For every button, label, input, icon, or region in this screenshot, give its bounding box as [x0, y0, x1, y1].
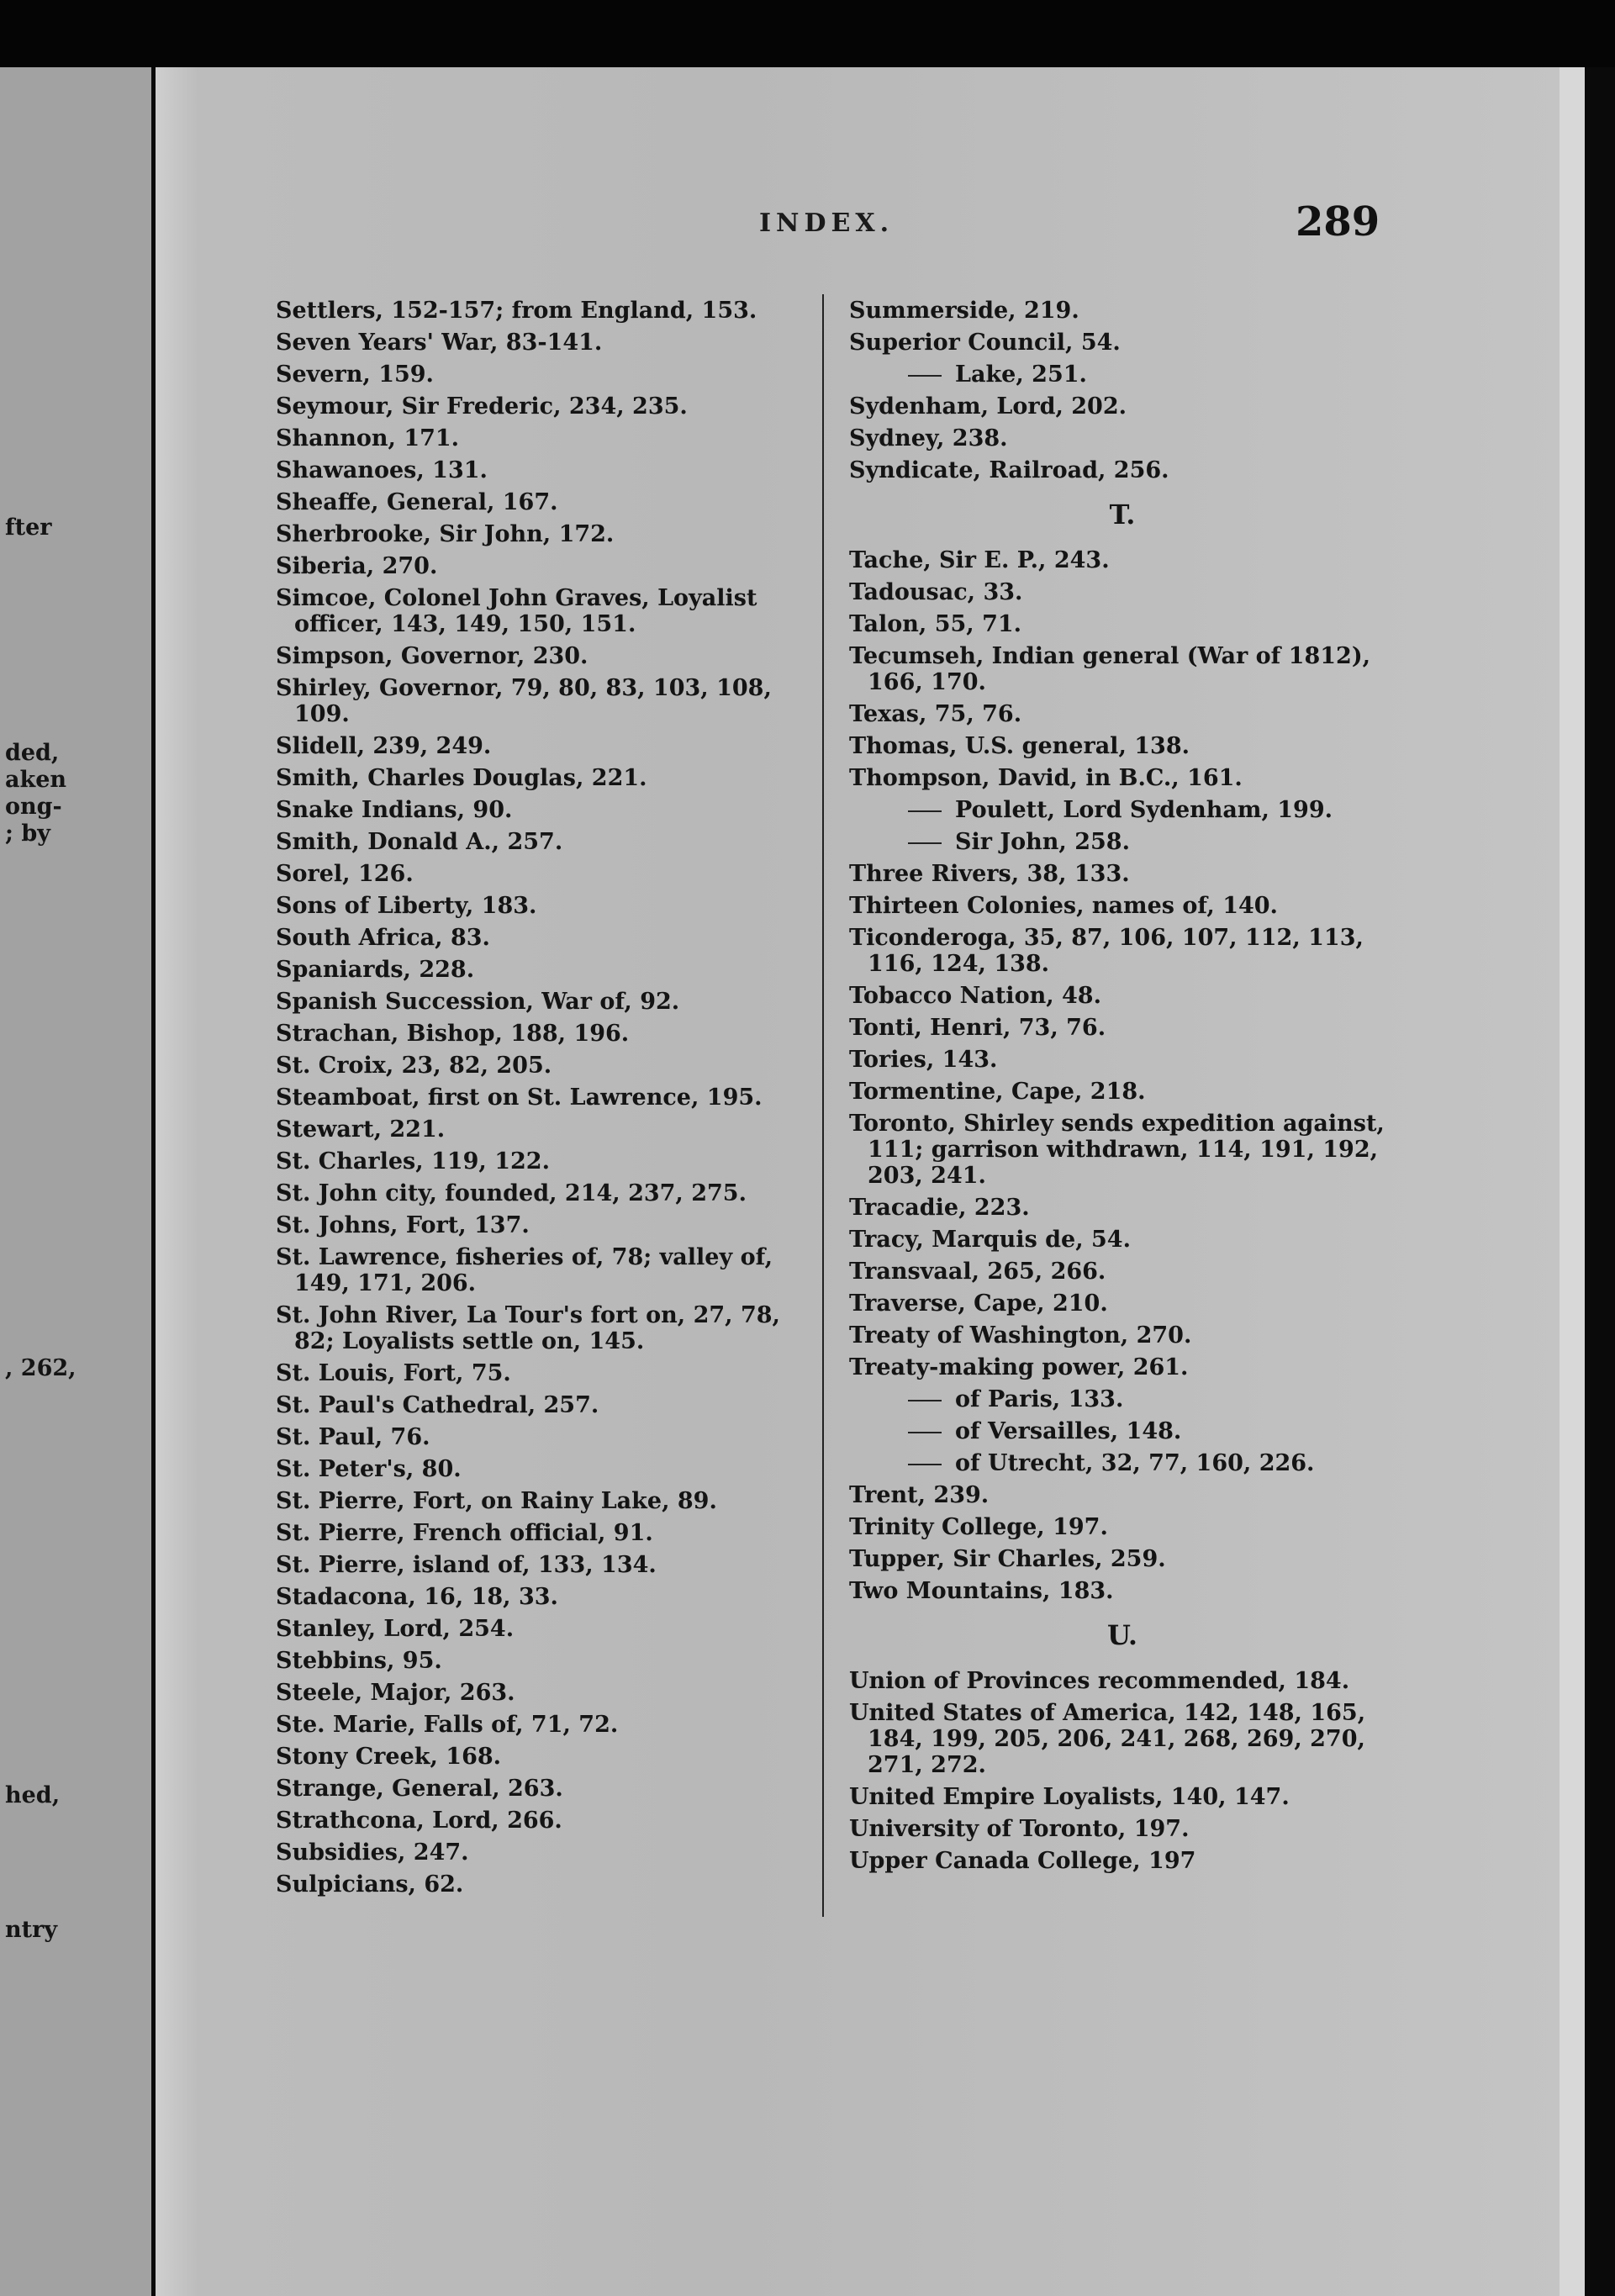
entry-text: Tracy, Marquis de, 54. [849, 1227, 1131, 1253]
index-entry [849, 1482, 1396, 1508]
entry-text: Syndicate, Railroad, 256. [849, 457, 1169, 483]
entry-text: St. Pierre, Fort, on Rainy Lake, 89. [276, 1488, 717, 1514]
entry-text: St. Pierre, island of, 133, 134. [276, 1552, 657, 1578]
index-entry [276, 893, 814, 919]
index-entry [276, 675, 814, 727]
index-entry [276, 1456, 814, 1482]
entry-text: Sorel, 126. [276, 861, 414, 887]
entry-text: Traverse, Cape, 210. [849, 1291, 1108, 1317]
entry-text: Stadacona, 16, 18, 33. [276, 1584, 558, 1610]
index-entry [276, 989, 814, 1015]
entry-text: Sir John, 258. [955, 829, 1130, 855]
entry-text: Shannon, 171. [276, 425, 460, 451]
entry-text: Trinity College, 197. [849, 1514, 1108, 1540]
entry-text: Stewart, 221. [276, 1116, 446, 1143]
ditto-dash [908, 810, 942, 812]
running-title: INDEX. [759, 208, 895, 238]
index-entry [276, 425, 814, 451]
index-entry [276, 585, 814, 637]
facing-page-text: aken [5, 767, 67, 793]
entry-text: Thompson, David, in B.C., 161. [849, 765, 1243, 791]
index-entry [849, 733, 1396, 759]
index-entry [276, 1392, 814, 1418]
entry-text: Shirley, Governor, 79, 80, 83, 103, 108, 109. [276, 675, 772, 727]
scan-background [0, 0, 1615, 67]
index-entry [276, 1021, 814, 1047]
index-entry [849, 1259, 1396, 1285]
entry-text: Settlers, 152-157; from England, 153. [276, 298, 757, 324]
index-entry [849, 1111, 1396, 1189]
entry-text: St. John River, La Tour's fort on, 27, 78, 82; Loyalists settle on, 145. [276, 1302, 780, 1354]
index-entry [276, 797, 814, 823]
index-entry [849, 1668, 1396, 1694]
index-entry [849, 547, 1396, 573]
index-subentry [849, 829, 1396, 855]
entry-text: St. John city, founded, 214, 237, 275. [276, 1180, 747, 1206]
index-entry [849, 1514, 1396, 1540]
entry-text: Simpson, Governor, 230. [276, 643, 588, 669]
index-entry [849, 1816, 1396, 1842]
entry-text: Severn, 159. [276, 362, 434, 388]
facing-page-text: hed, [5, 1782, 61, 1808]
index-entry [849, 579, 1396, 605]
index-entry [849, 765, 1396, 791]
facing-page-text: ded, [5, 740, 60, 766]
index-entry [849, 330, 1396, 356]
entry-text: Two Mountains, 183. [849, 1578, 1114, 1604]
index-entry [849, 1227, 1396, 1253]
entry-text: Tobacco Nation, 48. [849, 983, 1101, 1009]
section-letter: U. [1106, 1619, 1138, 1651]
index-entry [849, 1195, 1396, 1221]
entry-text: Tonti, Henri, 73, 76. [849, 1015, 1106, 1041]
entry-text: Three Rivers, 38, 133. [849, 861, 1130, 887]
entry-text: Tupper, Sir Charles, 259. [849, 1546, 1166, 1572]
entry-text: Sydenham, Lord, 202. [849, 393, 1127, 420]
index-entry [849, 1079, 1396, 1105]
index-entry [276, 1244, 814, 1296]
index-entry [276, 861, 814, 887]
entry-text: Upper Canada College, 197 [849, 1848, 1196, 1874]
index-entry [276, 1180, 814, 1206]
entry-text: Talon, 55, 71. [849, 611, 1022, 637]
entry-text: Poulett, Lord Sydenham, 199. [955, 797, 1333, 823]
index-entry [849, 861, 1396, 887]
entry-text: Trent, 239. [849, 1482, 990, 1508]
index-subentry [849, 1450, 1396, 1476]
entry-text: St. Paul's Cathedral, 257. [276, 1392, 599, 1418]
entry-text: Smith, Donald A., 257. [276, 829, 563, 855]
entry-text: Texas, 75, 76. [849, 701, 1022, 727]
entry-text: Tories, 143. [849, 1047, 998, 1073]
entry-text: Steamboat, first on St. Lawrence, 195. [276, 1085, 763, 1111]
index-entry [276, 330, 814, 356]
entry-text: University of Toronto, 197. [849, 1816, 1190, 1842]
entry-text: Strachan, Bishop, 188, 196. [276, 1021, 630, 1047]
entry-text: St. Charles, 119, 122. [276, 1148, 550, 1174]
index-entry [276, 1520, 814, 1546]
index-entry [276, 765, 814, 791]
entry-text: Toronto, Shirley sends expedition against, 111; garrison withdrawn, 114, 191, 192, 203, 241. [849, 1111, 1385, 1189]
index-entry [276, 643, 814, 669]
entry-text: United States of America, 142, 148, 165, 184, 199, 205, 206, 241, 268, 269, 270, 271, 272. [849, 1700, 1366, 1778]
index-column-left [276, 298, 814, 1903]
index-entry [849, 1848, 1396, 1874]
entry-text: Subsidies, 247. [276, 1839, 469, 1866]
index-entry [276, 1648, 814, 1674]
index-entry [849, 701, 1396, 727]
index-entry [849, 893, 1396, 919]
index-entry [849, 983, 1396, 1009]
index-entry [849, 1700, 1396, 1778]
ditto-dash [908, 1464, 942, 1465]
index-entry [276, 1808, 814, 1834]
entry-text: Shawanoes, 131. [276, 457, 488, 483]
index-entry [276, 1552, 814, 1578]
index-entry [276, 489, 814, 515]
page-edge [1560, 67, 1585, 2296]
ditto-dash [908, 842, 942, 844]
index-subentry [849, 1386, 1396, 1412]
index-entry [276, 1302, 814, 1354]
index-entry [276, 362, 814, 388]
entry-text: Sydney, 238. [849, 425, 1008, 451]
entry-text: Tecumseh, Indian general (War of 1812), 166, 170. [849, 643, 1370, 695]
entry-text: Seven Years' War, 83-141. [276, 330, 603, 356]
index-entry [276, 1424, 814, 1450]
entry-text: Slidell, 239, 249. [276, 733, 492, 759]
index-entry [276, 925, 814, 951]
ditto-dash [908, 1400, 942, 1401]
index-entry [849, 925, 1396, 977]
index-entry [276, 733, 814, 759]
entry-text: Thomas, U.S. general, 138. [849, 733, 1190, 759]
entry-text: St. Croix, 23, 82, 205. [276, 1053, 552, 1079]
entry-text: Tache, Sir E. P., 243. [849, 547, 1110, 573]
index-entry [276, 1839, 814, 1866]
entry-text: Seymour, Sir Frederic, 234, 235. [276, 393, 688, 420]
entry-text: Steele, Major, 263. [276, 1680, 515, 1706]
entry-text: Union of Provinces recommended, 184. [849, 1668, 1350, 1694]
entry-text: Tormentine, Cape, 218. [849, 1079, 1146, 1105]
entry-text: St. Johns, Fort, 137. [276, 1212, 530, 1238]
entry-text: South Africa, 83. [276, 925, 490, 951]
facing-page-text: fter [5, 515, 52, 541]
index-entry [849, 611, 1396, 637]
entry-text: Spaniards, 228. [276, 957, 475, 983]
index-entry [849, 1354, 1396, 1380]
entry-text: Smith, Charles Douglas, 221. [276, 765, 647, 791]
entry-text: Tadousac, 33. [849, 579, 1023, 605]
facing-page-text: , 262, [5, 1355, 77, 1381]
index-entry [849, 1578, 1396, 1604]
entry-text: Stebbins, 95. [276, 1648, 442, 1674]
index-entry [849, 1322, 1396, 1349]
entry-text: United Empire Loyalists, 140, 147. [849, 1784, 1290, 1810]
index-entry [276, 393, 814, 420]
entry-text: Stony Creek, 168. [276, 1744, 502, 1770]
index-entry [849, 643, 1396, 695]
entry-text: Sheaffe, General, 167. [276, 489, 558, 515]
entry-text: Stanley, Lord, 254. [276, 1616, 515, 1642]
entry-text: Lake, 251. [955, 362, 1087, 388]
column-divider [822, 294, 824, 1917]
entry-text: St. Peter's, 80. [276, 1456, 462, 1482]
index-column-right [849, 298, 1396, 1880]
facing-page-text: ong- [5, 794, 62, 820]
index-entry [849, 1015, 1396, 1041]
index-entry [849, 425, 1396, 451]
entry-text: Ticonderoga, 35, 87, 106, 107, 112, 113, 116, 124, 138. [849, 925, 1364, 977]
entry-text: Treaty-making power, 261. [849, 1354, 1189, 1380]
entry-text: Ste. Marie, Falls of, 71, 72. [276, 1712, 619, 1738]
entry-text: Strathcona, Lord, 266. [276, 1808, 562, 1834]
entry-text: St. Paul, 76. [276, 1424, 430, 1450]
entry-text: Thirteen Colonies, names of, 140. [849, 893, 1278, 919]
facing-page-text: ; by [5, 821, 50, 847]
index-entry [276, 1776, 814, 1802]
index-entry [849, 298, 1396, 324]
index-entry [276, 1360, 814, 1386]
index-entry [849, 393, 1396, 420]
index-entry [276, 457, 814, 483]
ditto-dash [908, 375, 942, 377]
entry-text: Snake Indians, 90. [276, 797, 513, 823]
facing-page-text: ntry [5, 1917, 58, 1943]
index-entry [276, 1616, 814, 1642]
index-entry [276, 521, 814, 547]
index-entry [849, 1047, 1396, 1073]
entry-text: of Versailles, 148. [955, 1418, 1182, 1444]
index-entry [276, 829, 814, 855]
entry-text: Transvaal, 265, 266. [849, 1259, 1106, 1285]
entry-text: Tracadie, 223. [849, 1195, 1030, 1221]
entry-text: St. Pierre, French official, 91. [276, 1520, 653, 1546]
entry-text: Spanish Succession, War of, 92. [276, 989, 680, 1015]
index-entry [276, 553, 814, 579]
index-entry [849, 1291, 1396, 1317]
entry-text: Treaty of Washington, 270. [849, 1322, 1192, 1349]
index-entry [276, 1488, 814, 1514]
entry-text: Superior Council, 54. [849, 330, 1121, 356]
entry-text: Strange, General, 263. [276, 1776, 563, 1802]
index-subentry [849, 362, 1396, 388]
entry-text: of Utrecht, 32, 77, 160, 226. [955, 1450, 1315, 1476]
index-entry [276, 1212, 814, 1238]
index-entry [276, 1744, 814, 1770]
index-entry [849, 1546, 1396, 1572]
index-entry [276, 1584, 814, 1610]
index-entry [276, 1116, 814, 1143]
index-entry [276, 1871, 814, 1897]
entry-text: St. Louis, Fort, 75. [276, 1360, 511, 1386]
index-subentry [849, 1418, 1396, 1444]
index-entry [276, 298, 814, 324]
ditto-dash [908, 1432, 942, 1433]
facing-page [0, 67, 151, 2296]
entry-text: Summerside, 219. [849, 298, 1079, 324]
entry-text: of Paris, 133. [955, 1386, 1124, 1412]
index-entry [276, 1680, 814, 1706]
index-entry [276, 957, 814, 983]
entry-text: Sons of Liberty, 183. [276, 893, 537, 919]
index-entry [849, 457, 1396, 483]
index-entry [276, 1712, 814, 1738]
index-entry [276, 1148, 814, 1174]
entry-text: St. Lawrence, fisheries of, 78; valley of, 149, 171, 206. [276, 1244, 773, 1296]
index-subentry [849, 797, 1396, 823]
index-entry [849, 1784, 1396, 1810]
entry-text: Siberia, 270. [276, 553, 438, 579]
entry-text: Sulpicians, 62. [276, 1871, 464, 1897]
index-entry [276, 1053, 814, 1079]
section-letter: T. [1109, 499, 1136, 530]
index-entry [276, 1085, 814, 1111]
page-number: 289 [1296, 198, 1380, 245]
entry-text: Simcoe, Colonel John Graves, Loyalist officer, 143, 149, 150, 151. [276, 585, 757, 637]
entry-text: Sherbrooke, Sir John, 172. [276, 521, 615, 547]
